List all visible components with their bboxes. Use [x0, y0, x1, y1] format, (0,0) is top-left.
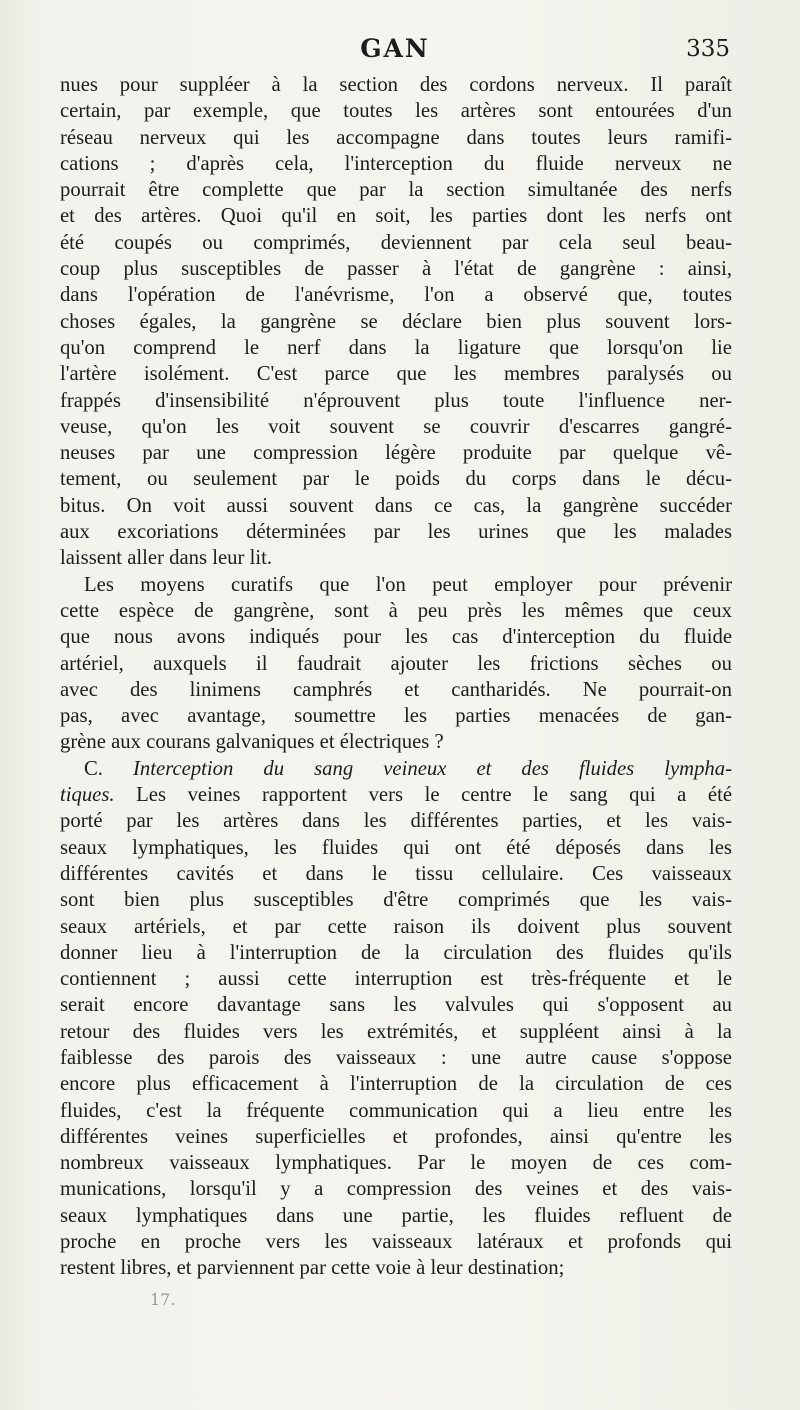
text-line: dans l'opération de l'anévrisme, l'on a observé que, toutes — [60, 284, 732, 307]
running-title: GAN — [360, 34, 430, 63]
text-line: contiennent ; aussi cette interruption est très-fréquente et le — [60, 968, 732, 991]
text-line: cette espèce de gangrène, sont à peu près les mêmes que ceux — [60, 599, 732, 622]
text-line: cations ; d'après cela, l'interception du fluide nerveux ne — [60, 152, 732, 175]
section-title-italic: Interception du sang veineux et des fluides lympha- — [133, 757, 733, 780]
section-title-italic-end: tiques. — [60, 784, 115, 807]
section-c-text: Les veines rapportent vers le centre le sang qui a été — [114, 784, 732, 807]
text-line: sont bien plus susceptibles d'être comprimés que les vais- — [60, 889, 732, 912]
signature-mark: 17. — [150, 1290, 176, 1309]
text-line: seaux artériels, et par cette raison ils doivent plus souvent — [60, 915, 732, 938]
text-line: tement, ou seulement par le poids du corps dans le décu- — [60, 468, 732, 491]
text-line: donner lieu à l'interruption de la circulation des fluides qu'ils — [60, 941, 732, 964]
text-line: veuse, qu'on les voit souvent se couvrir d'escarres gangré- — [60, 415, 732, 438]
text-line: restent libres, et parviennent par cette voie à leur destination; — [60, 1257, 565, 1280]
section-letter: C. — [84, 757, 103, 780]
text-line: grène aux courans galvaniques et électriques ? — [60, 731, 444, 754]
text-line: artériel, auxquels il faudrait ajouter les frictions sèches ou — [60, 652, 732, 675]
text-line: bitus. On voit aussi souvent dans ce cas, la gangrène succéder — [60, 494, 732, 517]
running-head — [60, 34, 730, 66]
section-c-second-line — [60, 782, 732, 808]
text-line: pas, avec avantage, soumettre les parties menacées de gan- — [60, 705, 732, 728]
text-line: laissent aller dans leur lit. — [60, 547, 272, 570]
text-line: munications, lorsqu'il y a compression des veines et des vais- — [60, 1178, 732, 1201]
text-line: frappés d'insensibilité n'éprouvent plus toute l'influence ner- — [60, 389, 732, 412]
text-line: neuses par une compression légère produite par quelque vê- — [60, 442, 732, 465]
text-line: qu'on comprend le nerf dans la ligature que lorsqu'on lie — [60, 336, 732, 359]
text-line: proche en proche vers les vaisseaux latéraux et profonds qui — [60, 1231, 732, 1254]
text-line: différentes cavités et dans le tissu cellulaire. Ces vaisseaux — [60, 862, 732, 885]
text-line: certain, par exemple, que toutes les artères sont entourées d'un — [60, 100, 732, 123]
text-line: coup plus susceptibles de passer à l'état de gangrène : ainsi, — [60, 258, 732, 281]
text-line: aux excoriations déterminées par les urines que les malades — [60, 521, 732, 544]
text-line: pourrait être complette que par la section simultanée des nerfs — [60, 179, 732, 202]
body-text — [60, 72, 732, 1282]
text-line: réseau nerveux qui les accompagne dans toutes leurs ramifi- — [60, 126, 732, 149]
text-line: retour des fluides vers les extrémités, et suppléent ainsi à la — [60, 1020, 732, 1043]
text-line: nues pour suppléer à la section des cordons nerveux. Il paraît — [60, 74, 732, 96]
section-c-heading-line — [60, 756, 732, 782]
page-number: 335 — [686, 36, 730, 62]
text-line: que nous avons indiqués pour les cas d'interception du fluide — [60, 626, 732, 649]
text-line: l'artère isolément. C'est parce que les membres paralysés ou — [60, 363, 732, 386]
text-line: avec des linimens camphrés et cantharidés. Ne pourrait-on — [60, 678, 732, 701]
text-line: seaux lymphatiques, les fluides qui ont été déposés dans les — [60, 836, 732, 859]
text-line: fluides, c'est la fréquente communication qui a lieu entre les — [60, 1099, 732, 1122]
text-line: nombreux vaisseaux lymphatiques. Par le moyen de ces com- — [60, 1152, 732, 1175]
text-line: seaux lymphatiques dans une partie, les fluides refluent de — [60, 1204, 732, 1227]
text-line: encore plus efficacement à l'interruption de la circulation de ces — [60, 1073, 732, 1096]
text-line: porté par les artères dans les différentes parties, et les vais- — [60, 810, 732, 833]
text-line: Les moyens curatifs que l'on peut employer pour prévenir — [84, 573, 732, 596]
text-line: serait encore davantage sans les valvules qui s'opposent au — [60, 994, 732, 1017]
text-line: été coupés ou comprimés, deviennent par cela seul beau- — [60, 231, 732, 254]
text-line: et des artères. Quoi qu'il en soit, les parties dont les nerfs ont — [60, 205, 732, 228]
text-line: différentes veines superficielles et profondes, ainsi qu'entre les — [60, 1125, 732, 1148]
text-line: choses égales, la gangrène se déclare bien plus souvent lors- — [60, 310, 732, 333]
text-line: faiblesse des parois des vaisseaux : une autre cause s'oppose — [60, 1046, 732, 1069]
